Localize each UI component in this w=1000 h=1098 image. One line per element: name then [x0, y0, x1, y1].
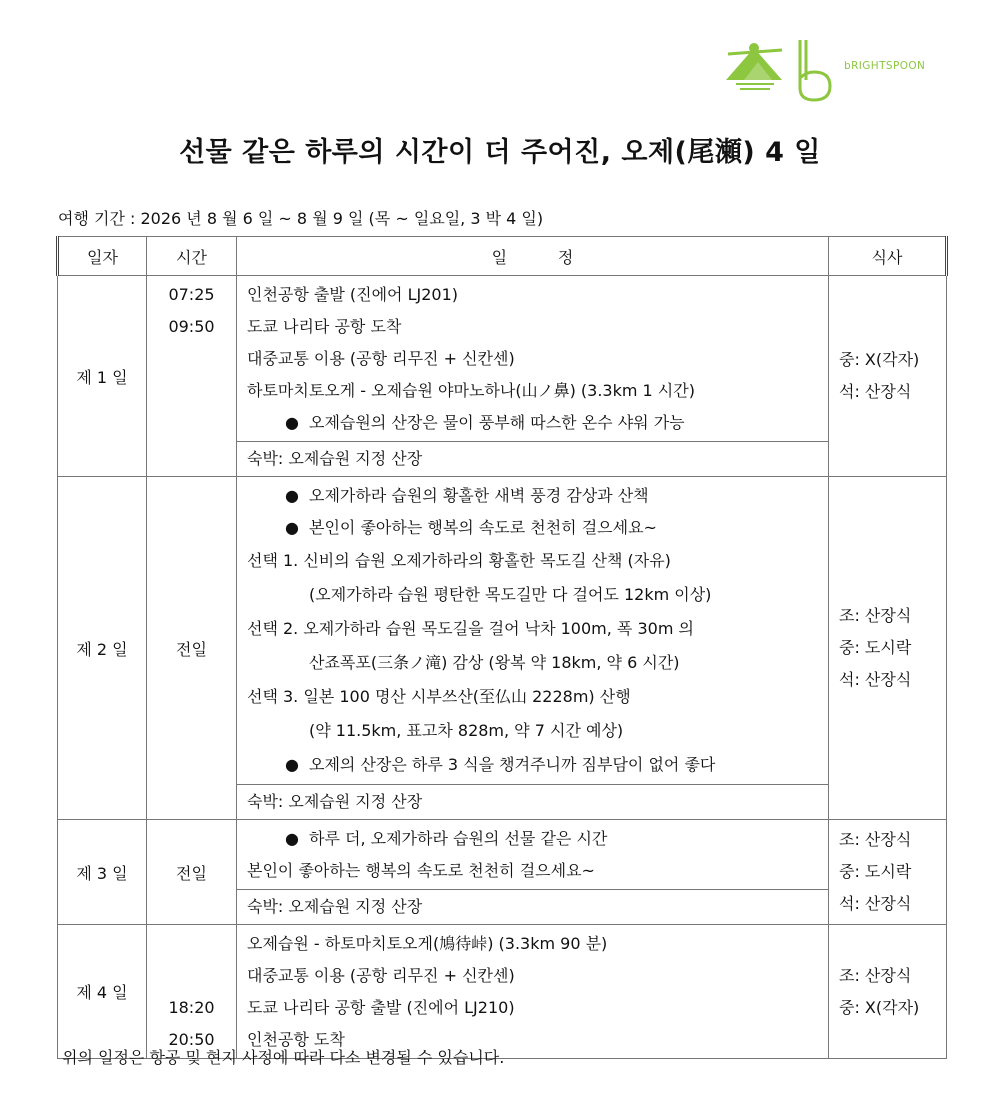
time-cell: 전일: [147, 477, 237, 820]
schedule-line: (약 11.5km, 표고차 828m, 약 7 시간 예상): [309, 721, 624, 740]
meal-cell: [829, 925, 947, 1059]
meal-item: 중: 도시락: [839, 862, 912, 881]
time-value: 18:20: [168, 998, 215, 1017]
table-row: [58, 820, 947, 890]
bullet-line: [247, 480, 828, 512]
table-row: [58, 477, 947, 785]
schedule-line: 대중교통 이용 (공항 리무진 + 신칸센): [247, 966, 515, 985]
bullet-icon: ●: [285, 829, 299, 848]
travel-period: 여행 기간 : 2026 년 8 월 6 일 ~ 8 월 9 일 (목 ~ 일요일, 3 박 4 일): [58, 209, 544, 228]
day-label: 제 2 일: [58, 477, 147, 820]
schedule-line: 오제습원 - 하토마치토오게(鳩待峠) (3.3km 90 분): [247, 934, 608, 953]
bullet-icon: ●: [285, 518, 299, 537]
time-cell: [147, 925, 237, 1059]
day-label: 제 4 일: [58, 925, 147, 1059]
time-value: 20:50: [168, 1030, 215, 1049]
meal-item: 석: 산장식: [839, 670, 912, 689]
itinerary-table: [56, 236, 948, 1059]
time-value: 09:50: [168, 317, 215, 336]
schedule-line: 하토마치토오게 - 오제습원 야마노하나(山ノ鼻) (3.3km 1 시간): [247, 381, 695, 400]
header-day: 일자: [58, 237, 147, 276]
meal-item: 중: 도시락: [839, 638, 912, 657]
page-title: 선물 같은 하루의 시간이 더 주어진, 오제(尾瀬) 4 일: [179, 137, 821, 168]
schedule-line: 도쿄 나리타 공항 출발 (진에어 LJ210): [247, 998, 515, 1017]
meal-item: 석: 산장식: [839, 894, 912, 913]
schedule-line: 인천공항 도착: [247, 1030, 345, 1049]
schedule-line: 산죠폭포(三条ノ滝) 감상 (왕복 약 18km, 약 6 시간): [309, 653, 680, 672]
meal-item: 석: 산장식: [839, 382, 912, 401]
schedule-cell: [237, 276, 829, 442]
meal-item: 중: X(각자): [839, 350, 920, 369]
day-label: 제 3 일: [58, 820, 147, 925]
meal-cell: [829, 276, 947, 477]
schedule-line: 선택 1. 신비의 습원 오제가하라의 황홀한 목도길 산책 (자유): [247, 551, 671, 570]
bullet-text: 오제의 산장은 하루 3 식을 챙겨주니까 짐부담이 없어 좋다: [309, 755, 716, 774]
bullet-text: 본인이 좋아하는 행복의 속도로 천천히 걸으세요~: [309, 518, 657, 537]
schedule-line: 대중교통 이용 (공항 리무진 + 신칸센): [247, 349, 515, 368]
meal-item: 중: X(각자): [839, 997, 920, 1017]
schedule-line: 인천공항 출발 (진에어 LJ201): [247, 285, 459, 304]
schedule-cell: [237, 925, 829, 1059]
time-cell: 전일: [147, 820, 237, 925]
header-schedule: 일 정: [237, 237, 829, 276]
footnote: 위의 일정은 항공 및 현지 사정에 따라 다소 변경될 수 있습니다.: [62, 1048, 505, 1067]
table-header-row: [58, 237, 947, 276]
lodging-cell: 숙박: 오제습원 지정 산장: [237, 785, 829, 820]
lodging-cell: 숙박: 오제습원 지정 산장: [237, 890, 829, 925]
bullet-line: [247, 512, 828, 544]
bullet-icon: ●: [285, 486, 299, 505]
schedule-line: 선택 2. 오제가하라 습원 목도길을 걸어 낙차 100m, 폭 30m 의: [247, 619, 694, 638]
table-row: [58, 925, 947, 1059]
lodging-cell: 숙박: 오제습원 지정 산장: [237, 442, 829, 477]
meal-item: 조: 산장식: [839, 830, 912, 849]
schedule-cell: [237, 820, 829, 890]
bullet-line: [247, 407, 828, 439]
header-meal: 식사: [829, 237, 947, 276]
schedule-line: 선택 3. 일본 100 명산 시부쓰산(至仏山 2228m) 산행: [247, 687, 631, 706]
bullet-icon: ●: [285, 755, 299, 774]
bullet-icon: ●: [285, 413, 299, 432]
day-label: 제 1 일: [58, 276, 147, 477]
meal-item: 조: 산장식: [839, 965, 912, 985]
bullet-text: 오제습원의 산장은 물이 풍부해 따스한 온수 샤워 가능: [309, 413, 685, 432]
meal-cell: [829, 477, 947, 820]
time-value: 07:25: [168, 285, 215, 304]
bullet-line: [247, 823, 828, 855]
schedule-line: 도쿄 나리타 공항 도착: [247, 317, 402, 336]
header-time: 시간: [147, 237, 237, 276]
meal-item: 조: 산장식: [839, 606, 912, 625]
bullet-text: 하루 더, 오제가하라 습원의 선물 같은 시간: [309, 829, 608, 848]
schedule-cell: [237, 477, 829, 785]
brand-name: bRIGHTSPOON: [844, 60, 926, 72]
meal-cell: [829, 820, 947, 925]
time-cell: [147, 276, 237, 477]
schedule-line: 본인이 좋아하는 행복의 속도로 천천히 걸으세요~: [247, 861, 595, 880]
table-row: [58, 276, 947, 442]
bullet-line: [247, 748, 828, 782]
schedule-line: (오제가하라 습원 평탄한 목도길만 다 걸어도 12km 이상): [309, 585, 712, 604]
bullet-text: 오제가하라 습원의 황홀한 새벽 풍경 감상과 산책: [309, 486, 649, 505]
